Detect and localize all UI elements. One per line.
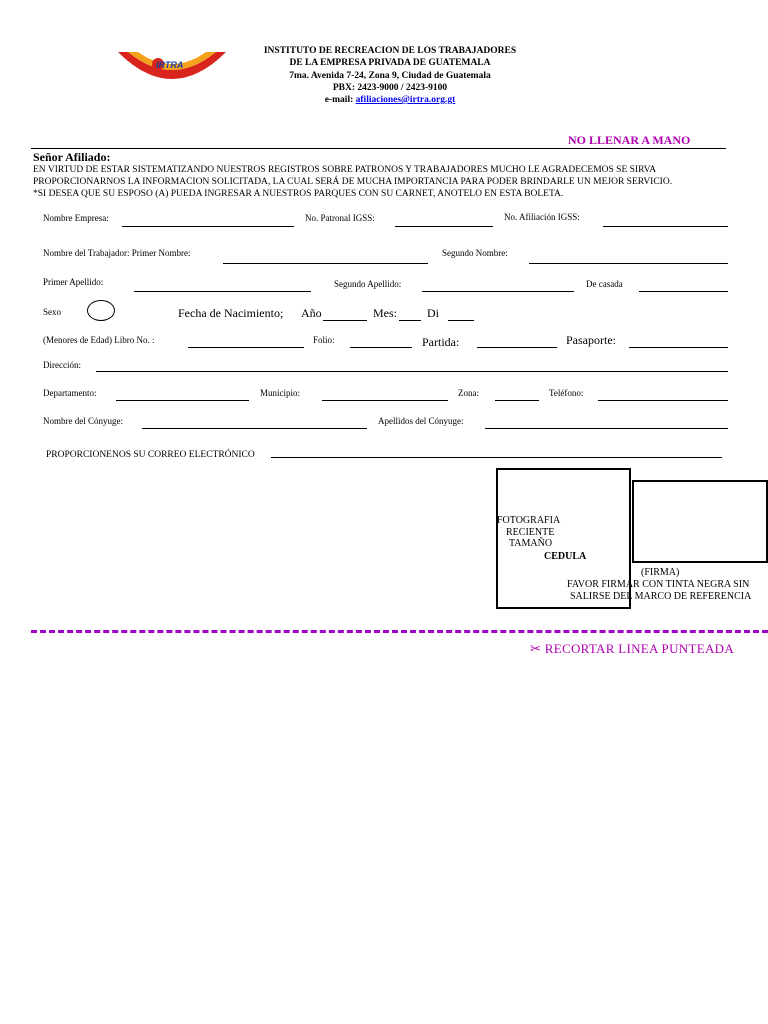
municipio-field[interactable] bbox=[322, 400, 448, 401]
anio-label: Año bbox=[301, 306, 322, 320]
de-casada-label: De casada bbox=[586, 279, 623, 289]
institution-phone: PBX: 2423-9000 / 2423-9100 bbox=[332, 83, 448, 93]
recortar-label-row bbox=[530, 641, 734, 657]
no-patronal-field[interactable] bbox=[395, 226, 493, 227]
institution-address: 7ma. Avenida 7-24, Zona 9, Ciudad de Guatemala bbox=[289, 71, 491, 81]
municipio-label: Municipio: bbox=[260, 388, 300, 398]
sexo-oval-field[interactable] bbox=[87, 300, 115, 321]
sexo-label: Sexo bbox=[43, 307, 61, 317]
telefono-label: Teléfono: bbox=[549, 388, 584, 398]
apellidos-conyuge-field[interactable] bbox=[485, 428, 728, 429]
header-divider bbox=[31, 148, 726, 149]
apellidos-conyuge-label: Apellidos del Cónyuge: bbox=[378, 416, 464, 426]
nombre-empresa-label: Nombre Empresa: bbox=[43, 213, 109, 223]
irtra-logo bbox=[116, 48, 228, 94]
logo-text: IRTRA bbox=[156, 60, 184, 70]
firma-label: (FIRMA) bbox=[641, 567, 680, 578]
primer-apellido-field[interactable] bbox=[134, 291, 311, 292]
folio-label: Folio: bbox=[313, 335, 335, 345]
institution-name-line1: INSTITUTO DE RECREACION DE LOS TRABAJADORES bbox=[263, 46, 517, 56]
photo-text-2: RECIENTE bbox=[506, 527, 555, 538]
direccion-label: Dirección: bbox=[43, 360, 81, 370]
zona-field[interactable] bbox=[495, 400, 539, 401]
departamento-label: Departamento: bbox=[43, 388, 97, 398]
telefono-field[interactable] bbox=[598, 400, 728, 401]
segundo-nombre-label: Segundo Nombre: bbox=[442, 248, 508, 258]
libro-label: (Menores de Edad) Libro No. : bbox=[43, 335, 155, 345]
no-patronal-label: No. Patronal IGSS: bbox=[305, 213, 375, 223]
departamento-field[interactable] bbox=[116, 400, 249, 401]
institution-name-line2: DE LA EMPRESA PRIVADA DE GUATEMALA bbox=[289, 58, 491, 68]
photo-text-4: CEDULA bbox=[544, 551, 587, 562]
primer-nombre-label: Nombre del Trabajador: Primer Nombre: bbox=[43, 248, 191, 258]
nombre-empresa-field[interactable] bbox=[122, 226, 294, 227]
intro-text bbox=[33, 164, 733, 200]
email-label: e-mail: bbox=[324, 95, 354, 105]
correo-label: PROPORCIONENOS SU CORREO ELECTRÓNICO bbox=[46, 450, 255, 460]
no-afiliacion-label: No. Afiliación IGSS: bbox=[504, 212, 580, 222]
pasaporte-field[interactable] bbox=[629, 347, 728, 348]
intro-line-2: PROPORCIONARNOS LA INFORMACION SOLICITADA, LA CUAL SERÁ DE MUCHA IMPORTANCIA PARA PODER BRINDARLE UN MEJOR SERVICIO. bbox=[33, 177, 673, 187]
folio-field[interactable] bbox=[350, 347, 412, 348]
partida-label: Partida: bbox=[422, 335, 460, 349]
mes-label: Mes: bbox=[373, 306, 397, 320]
zona-label: Zona: bbox=[458, 388, 479, 398]
libro-field[interactable] bbox=[188, 347, 304, 348]
segundo-apellido-label: Segundo Apellido: bbox=[334, 279, 402, 289]
no-llenar-notice: NO LLENAR A MANO bbox=[568, 133, 691, 147]
nombre-conyuge-field[interactable] bbox=[142, 428, 367, 429]
mes-field[interactable] bbox=[399, 320, 421, 321]
scissors-icon: ✂ bbox=[530, 641, 542, 656]
anio-field[interactable] bbox=[323, 320, 367, 321]
pasaporte-label: Pasaporte: bbox=[566, 333, 616, 347]
greeting: Señor Afiliado: bbox=[33, 150, 111, 164]
no-afiliacion-field[interactable] bbox=[603, 226, 728, 227]
recortar-label: RECORTAR LINEA PUNTEADA bbox=[544, 641, 735, 656]
de-casada-field[interactable] bbox=[639, 291, 728, 292]
email-link[interactable]: afiliaciones@irtra.org.gt bbox=[355, 95, 456, 105]
fecha-nacimiento-label: Fecha de Nacimiento; bbox=[178, 306, 284, 320]
dia-label: Di bbox=[427, 306, 439, 320]
intro-line-1: EN VIRTUD DE ESTAR SISTEMATIZANDO NUESTROS REGISTROS SOBRE PATRONOS Y TRABAJADORES MUCHO LE AGRADECEMOS SE SIRVA bbox=[33, 165, 657, 175]
dia-field[interactable] bbox=[448, 320, 474, 321]
partida-field[interactable] bbox=[477, 347, 557, 348]
photo-text-3: TAMAÑO bbox=[509, 538, 553, 549]
segundo-nombre-field[interactable] bbox=[529, 263, 728, 264]
nombre-conyuge-label: Nombre del Cónyuge: bbox=[43, 416, 123, 426]
signature-box[interactable] bbox=[632, 480, 768, 563]
firma-note-1: FAVOR FIRMAR CON TINTA NEGRA SIN bbox=[567, 579, 750, 590]
intro-line-3: *SI DESEA QUE SU ESPOSO (A) PUEDA INGRESAR A NUESTROS PARQUES CON SU CARNET, ANOTELO EN ESTA BOLETA. bbox=[33, 189, 564, 199]
primer-nombre-field[interactable] bbox=[223, 263, 428, 264]
primer-apellido-label: Primer Apellido: bbox=[43, 277, 104, 287]
photo-text-1: FOTOGRAFIA bbox=[497, 515, 561, 526]
institution-email-row bbox=[240, 94, 540, 106]
cut-dotted-line bbox=[31, 630, 768, 633]
direccion-field[interactable] bbox=[96, 371, 728, 372]
firma-note-2: SALIRSE DEL MARCO DE REFERENCIA bbox=[570, 591, 752, 602]
segundo-apellido-field[interactable] bbox=[422, 291, 574, 292]
correo-field[interactable] bbox=[271, 457, 722, 458]
